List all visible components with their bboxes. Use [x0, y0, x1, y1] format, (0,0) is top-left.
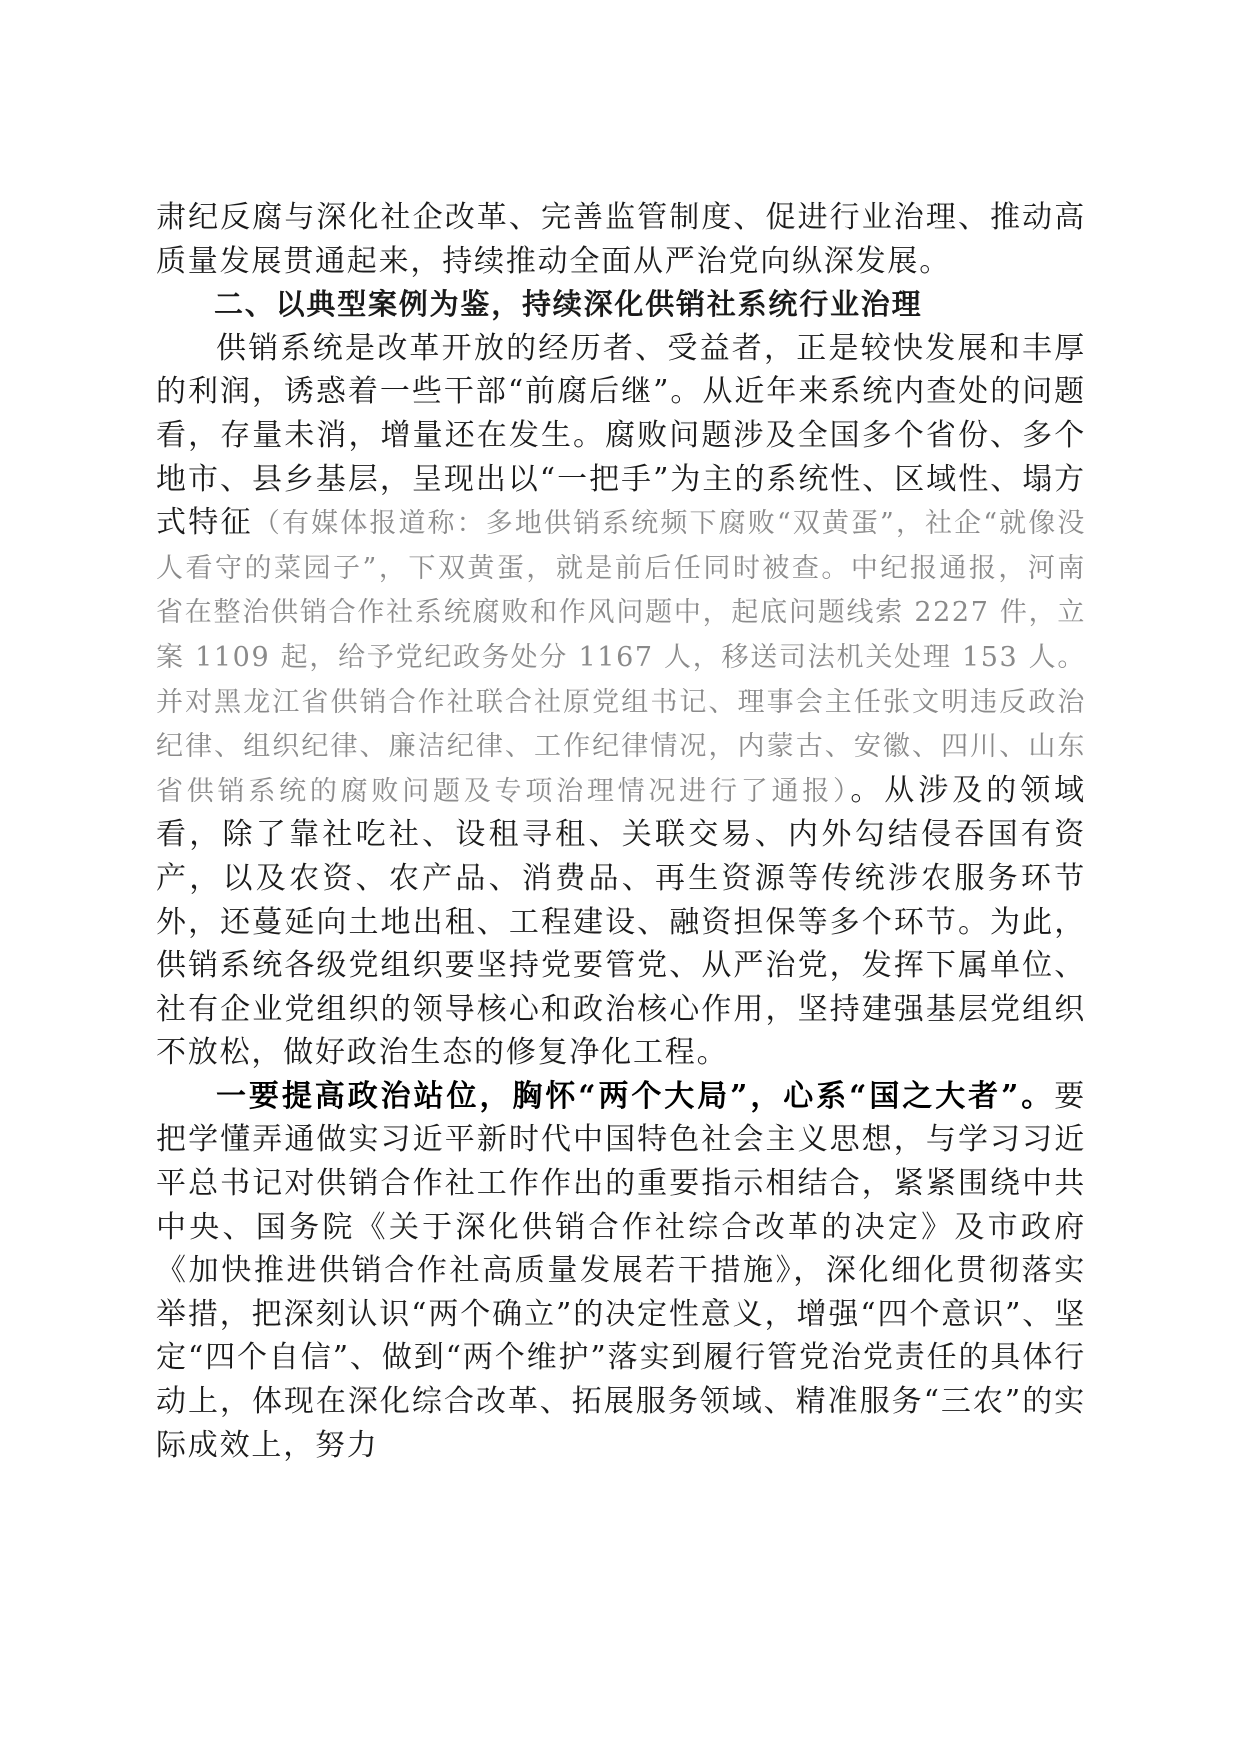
- paragraph-text: 要把学懂弄通做实习近平新时代中国特色社会主义思想，与学习习近平总书记对供销合作社工作作出的重要指示相结合，紧紧围绕中共中央、国务院《关于深化供销合作社综合改革的决定》及市政府《加快推进供销合作社高质量发展若干措施》，深化细化贯彻落实举措，把深刻认识“两个确立”的决定性意义，增强“四个意识”、坚定“四个自信”、做到“两个维护”落实到履行管党治党责任的具体行动上，体现在深化综合改革、拓展服务领域、精准服务“三农”的实际成效上，努力: [156, 1078, 1086, 1463]
- media-report-note: （有媒体报道称：多地供销系统频下腐败“双黄蛋”，社企“就像没人看守的菜园子”，下双黄蛋，就是前后任同时被查。中纪报通报，河南省在整治供销合作社系统腐败和作风问题中，起底问题线索 2227 件，立案 1109 起，给予党纪政务处分 1167 人，移送司法机关处理 153 人。并对黑龙江省供销合作社联合社原党组书记、理事会主任张文明违反政治纪律、组织纪律、廉洁纪律、工作纪律情况，内蒙古、安徽、四川、山东省供销系统的腐败问题及专项治理情况进行了通报）: [156, 508, 1086, 807]
- paragraph-text: 供销系统是改革开放的经历者、受益者，正是较快发展和丰厚的利润，诱惑着一些干部“前腐后继”。从近年来系统内查处的问题看，存量未消，增量还在发生。腐败问题涉及全国多个省份、多个地市、县乡基层，呈现出以“一把手”为主的系统性、区域性、塌方式特征: [156, 330, 1086, 541]
- document-page: [156, 196, 1086, 1467]
- paragraph-case-review: [156, 327, 1086, 1075]
- paragraph-political-stance: [156, 1075, 1086, 1467]
- section-heading: 二、以典型案例为鉴，持续深化供销社系统行业治理: [214, 287, 923, 322]
- paragraph-text: 。从涉及的领域看，除了靠社吃社、设租寻租、关联交易、内外勾结侵吞国有资产，以及农资、农产品、消费品、再生资源等传统涉农服务环节外，还蔓延向土地出租、工程建设、融资担保等多个环节。为此，供销系统各级党组织要坚持党要管党、从严治党，发挥下属单位、社有企业党组织的领导核心和政治核心作用，坚持建强基层党组织不放松，做好政治生态的修复净化工程。: [156, 772, 1086, 1071]
- paragraph-lead-sentence: 一要提高政治站位，胸怀“两个大局”，心系“国之大者”。: [216, 1078, 1055, 1114]
- opening-paragraph: 肃纪反腐与深化社企改革、完善监管制度、促进行业治理、推动高质量发展贯通起来，持续推动全面从严治党向纵深发展。: [156, 200, 1086, 279]
